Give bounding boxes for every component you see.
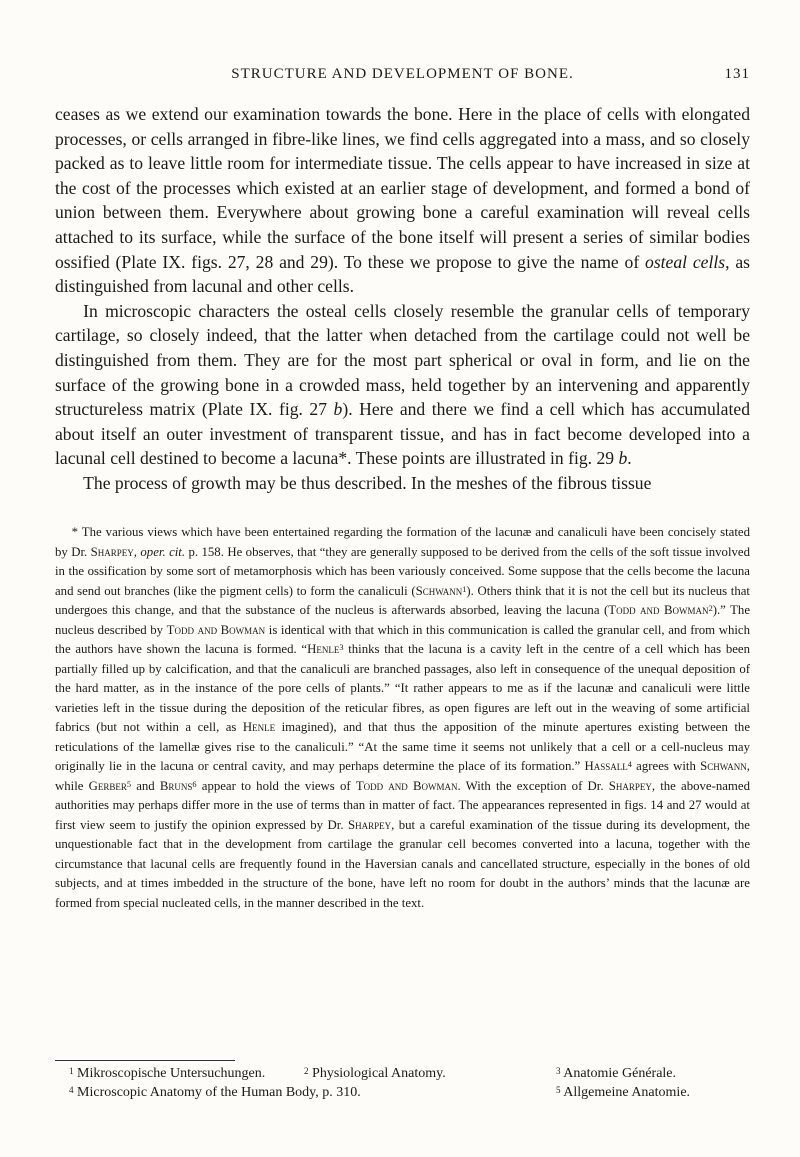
footnote: [55, 523, 750, 913]
reference-row: [69, 1083, 750, 1102]
main-text: [55, 102, 750, 496]
running-header: [55, 66, 750, 90]
reference-4: $^4$ Microscopic Anatomy of the Human Body, p. 310.: [69, 1085, 361, 1100]
footnote-divider: [55, 1060, 235, 1061]
paragraph-1: ceases as we extend our examination towards the bone. Here in the place of cells with elongated processes, or cells arranged in fibre-like lines, we find cells aggregated into a mass, and so closely packed as to leave little room for intermediate tissue. The cells appear to have increased in size at the cost of the processes which existed at an earlier stage of development, and formed a bond of union between them. Everywhere about growing bone a careful examination will reveal cells attached to its surface, while the surface of the bone itself will present a series of similar bodies ossified (Plate IX. figs. 27, 28 and 29). To these we propose to give the name of osteal cells, as distinguished from lacunal and other cells.: [55, 104, 750, 297]
emphasis-osteal-cells: osteal cells: [645, 251, 726, 272]
footnote-text: * The various views which have been entertained regarding the formation of the lacunæ and canaliculi have been concisely stated by Dr. Sharpey, oper. cit. p. 158. He observes, that “they are generally supposed to be derived from the cells of the soft tissue involved in the ossification by some sort of metamorphosis which has been variously conceived. Some suppose that the cells become the lacuna and send out branches (like the pigment cells) to form the canaliculi (Schwann$^1$). Others think that it is not the cell but its nucleus that undergoes this change, and that the substance of the nucleus is afterwards absorbed, leaving the lacuna (Todd and Bowman$^2$).” The nucleus described by Todd and Bowman is identical with that which in this communication is called the granular cell, and from which the authors have shown the lacuna is formed. “Henle$^3$ thinks that the lacuna is a cavity left in the centre of a cell which has been partially filled up by calcification, and that the canaliculi are branched passages, also left in consequence of the unequal deposition of the hard matter, as in the instance of the pore cells of plants.” “It rather appears to me as if the lacunæ and canaliculi were little varieties left in the tissue during the deposition of the reticular fibres, as open figures are left out in the weaving of some artificial fabrics (but not within a cell, as Henle imagined), and that thus the apposition of the minute apertures existing between the reticulations of the lamellæ gives rise to the canaliculi.” “At the same time it seems not unlikely that a cell or a cell-nucleus may originally lie in the lacuna or central cavity, and may perhaps determine the place of its formation.” Hassall$^4$ agrees with Schwann, while Gerber$^5$ and Bruns$^6$ appear to hold the views of Todd and Bowman. With the exception of Dr. Sharpey, the above-named authorities may perhaps differ more in the use of terms than in matter of fact. The appearances represented in figs. 14 and 27 would at first view seem to justify the opinion expressed by Dr. Sharpey, but a careful examination of the tissue during its development, the unquestionable fact that in the development from cartilage the granular cell becomes converted into a lacuna, together with the circumstance that lacunal cells are frequently found in the Haversian canals and cancellated structure, especially in the bones of old subjects, and at times imbedded in the structure of the bone, have left no room for doubt in the authors’ minds that the lacunæ are formed from special nucleated cells, in the manner described in the text.: [55, 525, 751, 910]
reference-row: [69, 1064, 750, 1083]
reference-5: $^5$ Allgemeine Anatomie.: [556, 1085, 691, 1100]
running-title: STRUCTURE AND DEVELOPMENT OF BONE.: [231, 66, 574, 82]
reference-1: $^1$ Mikroscopische Untersuchungen.: [69, 1066, 266, 1081]
paragraph-3: The process of growth may be thus described. In the meshes of the fibrous tissue: [83, 472, 652, 493]
reference-notes: [69, 1064, 750, 1102]
reference-2: $^2$ Physiological Anatomy.: [304, 1066, 446, 1081]
paragraph-2: In microscopic characters the osteal cells closely resemble the granular cells of temporary cartilage, so closely indeed, that the latter when detached from the cartilage could not well be distinguished from them. They are for the most part spherical or oval in form, and lie on the surface of the growing bone in a crowded mass, held together by an intervening and apparently structureless matrix (Plate IX. fig. 27 b). Here and there we find a cell which has accumulated about itself an outer investment of transparent tissue, and has in fact become developed into a lacunal cell destined to become a lacuna*. These points are illustrated in fig. 29 b.: [55, 300, 750, 469]
page-number: 131: [724, 66, 750, 82]
reference-3: $^3$ Anatomie Générale.: [556, 1066, 677, 1081]
